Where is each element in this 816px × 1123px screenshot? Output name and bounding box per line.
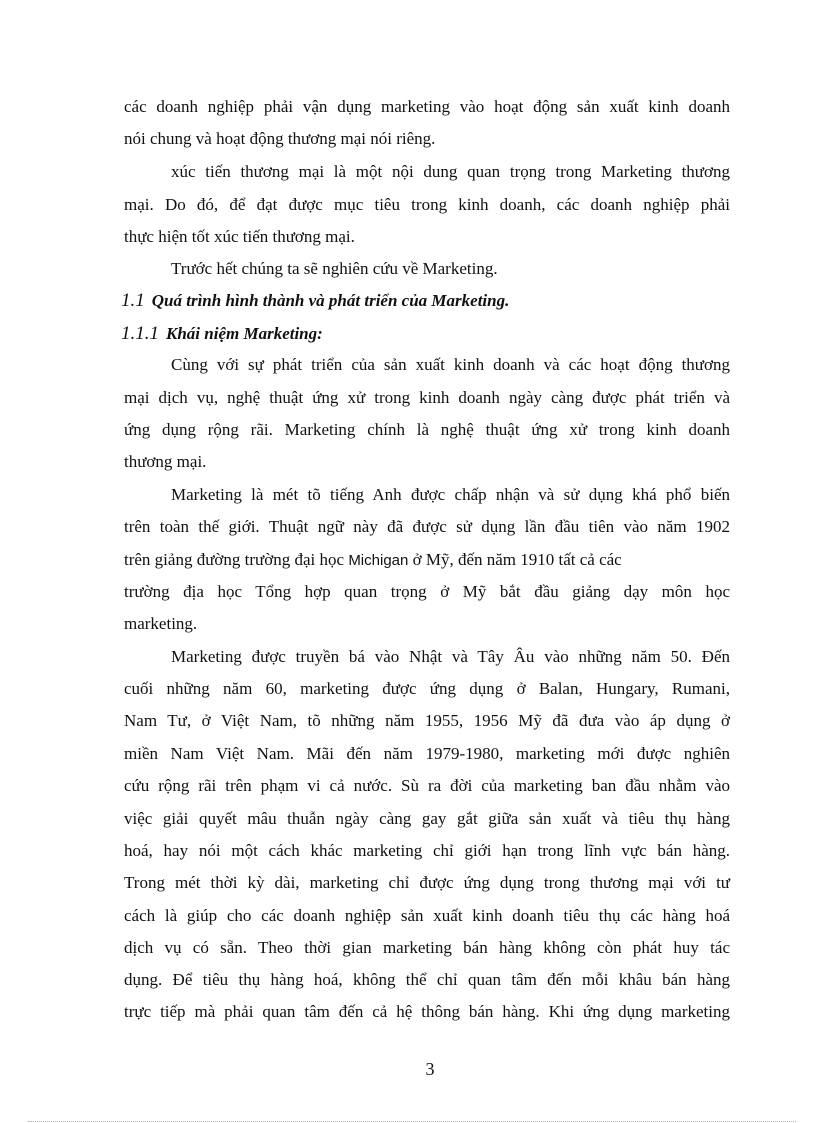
section-number: 1.1 (121, 290, 145, 311)
intro-line-1: các doanh nghiệp phải vận dụng marketing vào hoạt động sản xuất kinh doanh (124, 97, 730, 116)
intro-line-3: xúc tiến thương mại là một nội dung quan trọng trong Marketing thương (171, 162, 730, 181)
section-heading-1-1 (121, 290, 509, 312)
para1-line-3: ứng dụng rộng rãi. Marketing chính là nghệ thuật ứng xử trong kinh doanh (124, 420, 730, 439)
para3-line-9: cách là giúp cho các doanh nghiệp sản xuất kinh doanh tiêu thụ các hàng hoá (124, 906, 730, 925)
para3-line-2: cuối những năm 60, marketing được ứng dụng ở Balan, Hungary, Rumani, (124, 679, 730, 698)
para3-line-10: dịch vụ có sẵn. Theo thời gian marketing bán hàng không còn phát huy tác (124, 938, 730, 957)
para3-line-6: việc giải quyết mâu thuẫn ngày càng gay gắt giữa sản xuất và tiêu thụ hàng (124, 809, 730, 828)
para3-line-12: trực tiếp mà phải quan tâm đến cả hệ thông bán hàng. Khi ứng dụng marketing (124, 1002, 730, 1021)
para3-line-8: Trong mét thời kỳ dài, marketing chỉ được ứng dụng trong thương mại với tư (124, 873, 730, 892)
para1-line-1: Cùng với sự phát triển của sản xuất kinh doanh và các hoạt động thương (171, 355, 730, 374)
para3-line-4: miền Nam Việt Nam. Mãi đến năm 1979-1980, marketing mới được nghiên (124, 744, 730, 763)
para2-line-3-end: ở Mỹ, đến năm 1910 tất cả các (408, 550, 622, 569)
page-bottom-border (28, 1121, 796, 1122)
page-number: 3 (425, 1059, 435, 1079)
subsection-title: Khái niệm Marketing: (166, 324, 323, 343)
section-title: Quá trình hình thành và phát triển của Marketing. (151, 291, 510, 310)
para2-line-1: Marketing là mét tõ tiếng Anh được chấp nhận và sử dụng khá phổ biến (171, 485, 730, 504)
para2-line-3-start: trên giảng đường trường đại học (124, 550, 349, 569)
place-name: Michigan (348, 552, 409, 569)
para1-line-4: thương mại. (124, 452, 207, 471)
intro-line-4: mại. Do đó, để đạt được mục tiêu trong kinh doanh, các doanh nghiệp phải (124, 195, 730, 214)
section-heading-1-1-1 (121, 323, 323, 345)
para1-line-2: mại dịch vụ, nghệ thuật ứng xử trong kinh doanh ngày càng được phát triển và (124, 388, 730, 407)
para3-line-5: cứu rộng rãi trên phạm vi cả nước. Sù ra đời của marketing ban đầu nhằm vào (124, 776, 730, 795)
para2-line-3 (124, 549, 730, 572)
para3-line-11: dụng. Để tiêu thụ hàng hoá, không thể chỉ quan tâm đến mỗi khâu bán hàng (124, 970, 730, 989)
intro-line-2: nói chung và hoạt động thương mại nói riêng. (124, 129, 436, 148)
intro-line-5: thực hiện tốt xúc tiến thương mại. (124, 227, 355, 246)
para2-line-5: marketing. (124, 614, 198, 633)
para2-line-4: trường địa học Tổng hợp quan trọng ở Mỹ bắt đầu giảng dạy môn học (124, 582, 730, 601)
para3-line-1: Marketing được truyền bá vào Nhật và Tây Âu vào những năm 50. Đến (171, 647, 730, 666)
para3-line-7: hoá, hay nói một cách khác marketing chỉ giới hạn trong lĩnh vực bán hàng. (124, 841, 730, 860)
para2-line-2: trên toàn thế giới. Thuật ngữ này đã được sử dụng lần đầu tiên vào năm 1902 (124, 517, 730, 536)
para3-line-3: Nam Tư, ở Việt Nam, tõ những năm 1955, 1956 Mỹ đã đưa vào áp dụng ở (124, 711, 730, 730)
subsection-number: 1.1.1 (121, 323, 159, 344)
intro-line-6: Trước hết chúng ta sẽ nghiên cứu về Marketing. (171, 259, 498, 278)
